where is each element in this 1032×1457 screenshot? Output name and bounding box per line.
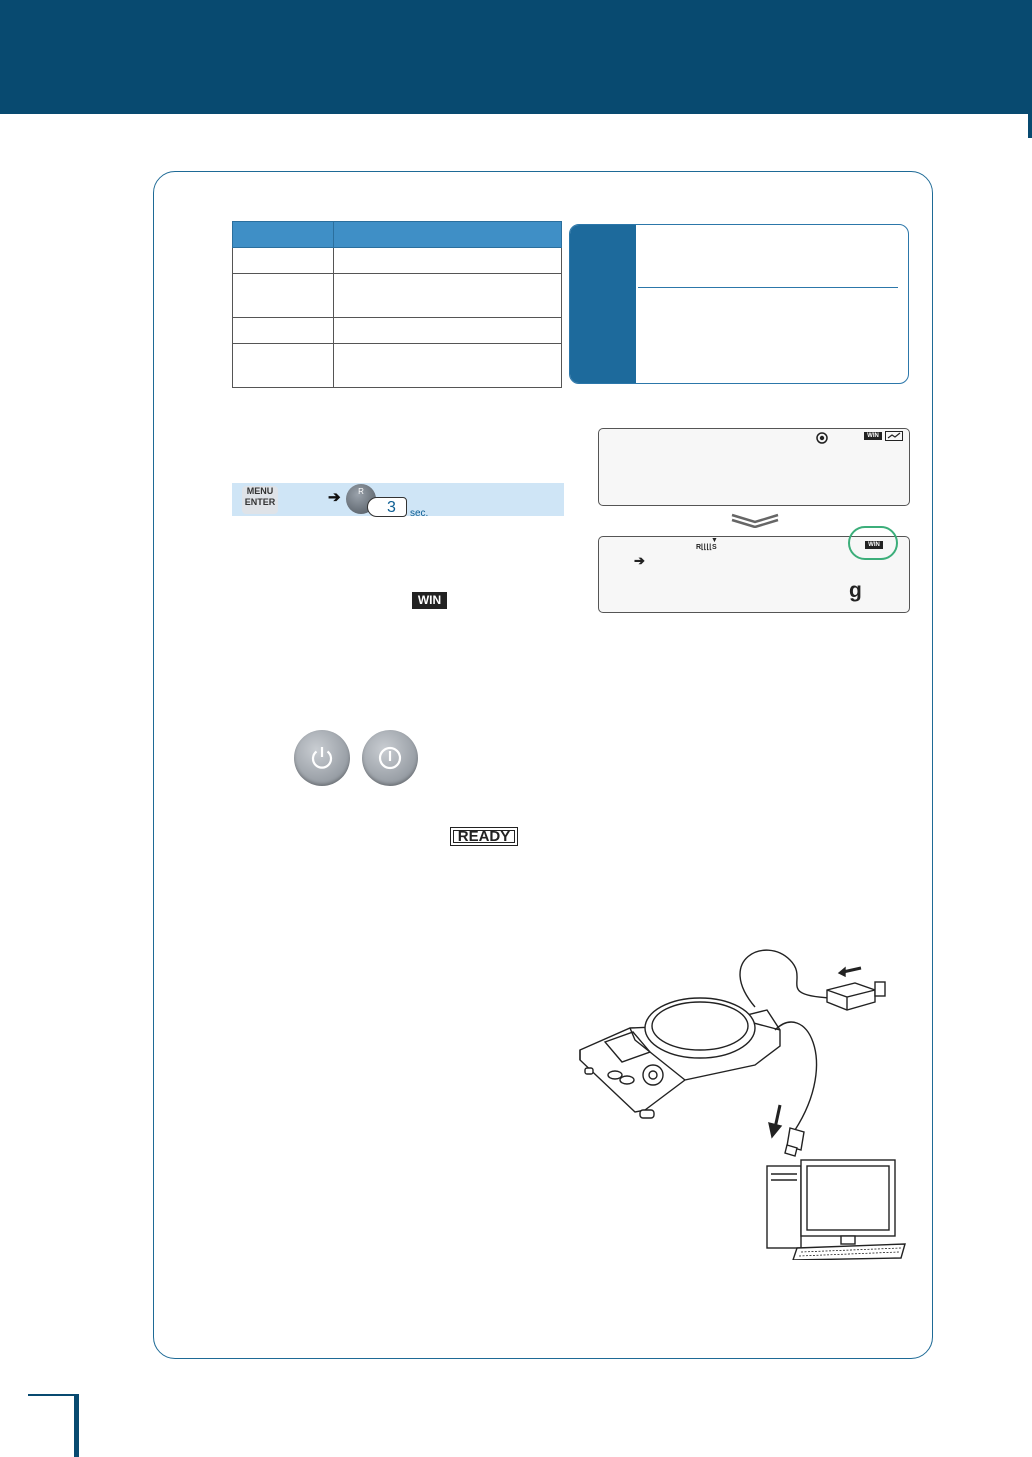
table-row [233,344,562,388]
header-corner-tab [1028,114,1032,138]
table-row [233,318,562,344]
header-band [0,0,1032,114]
win-badge: WIN [412,592,447,609]
key-sequence-strip [232,483,564,519]
table-cell [334,274,562,318]
level-bubble-icon [815,432,829,444]
power-standby-button [294,730,350,786]
table-cell [233,274,334,318]
arrow-icon: ➔ [634,553,645,568]
graph-indicator-icon [885,431,903,441]
table-cell [233,248,334,274]
lcd-display-before [598,428,910,506]
chevron-down-icon [730,512,780,528]
arrow-icon: ➔ [328,489,341,506]
power-standby-icon [308,744,336,772]
table-cell [233,344,334,388]
table-header-cell [233,222,334,248]
page-tab-bar [74,1394,79,1457]
table-cell [334,344,562,388]
table-row [233,274,562,318]
spec-table [232,221,562,388]
highlight-ring [848,526,898,560]
adapter-cable [740,950,830,1007]
table-cell [334,318,562,344]
menu-enter-key [242,486,278,514]
power-on-off-button [362,730,418,786]
ready-badge: READY [450,827,518,846]
menu-key-label: MENU [246,486,274,496]
enter-key-label: ENTER [244,497,276,507]
note-stripe [570,225,636,383]
range-key-label: R [358,487,364,496]
power-on-off-icon [376,744,404,772]
page-tab-line [28,1394,78,1396]
table-row [233,248,562,274]
table-cell [334,248,562,274]
win-indicator: WIN [865,541,883,549]
note-divider [638,287,898,288]
table-header-cell [334,222,562,248]
hold-unit: sec. [410,508,429,519]
note-box [569,224,909,384]
table-cell [233,318,334,344]
unit-label: g [849,579,862,602]
win-indicator: WIN [864,432,882,440]
triangle-marker-icon: ▼ [711,537,718,544]
table-header-row [233,222,562,248]
hold-seconds: 3 [387,499,396,516]
balance-connection-illustration [575,940,915,1260]
range-indicator: R⌊⌊⌊⌊S [696,544,717,551]
